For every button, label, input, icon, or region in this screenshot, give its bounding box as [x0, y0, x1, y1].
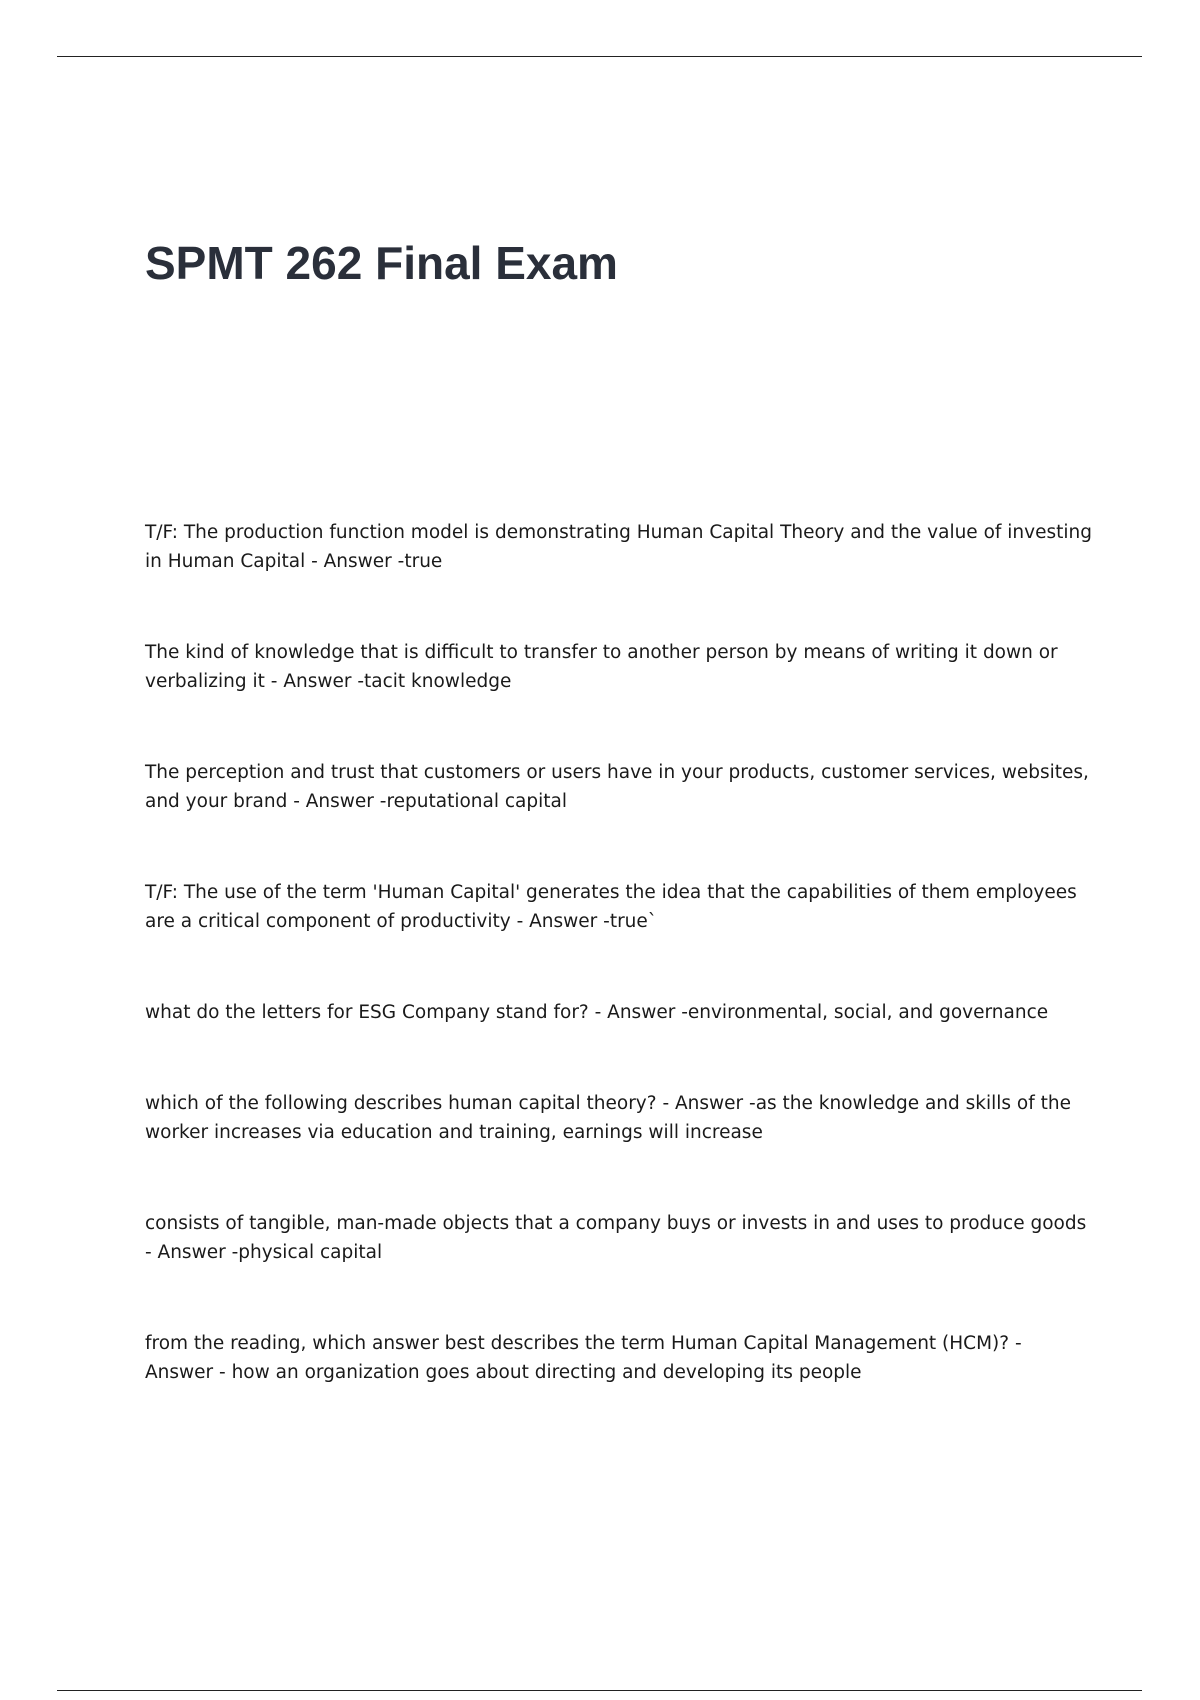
qa-item-3: The perception and trust that customers or users have in your products, customer services, websites, and your brand - Answer -reputational capital: [145, 762, 1089, 812]
qa-item-6: which of the following describes human capital theory? - Answer -as the knowledge and skills of the worker increases via education and training, earnings will increase: [145, 1093, 1072, 1143]
header-rule: [57, 56, 1142, 57]
qa-item-8: from the reading, which answer best describes the term Human Capital Management (HCM)? - Answer - how an organization goes about directing and developing its people: [145, 1333, 1022, 1383]
footer-rule: [57, 1690, 1142, 1691]
qa-item-5: what do the letters for ESG Company stand for? - Answer -environmental, social, and governance: [145, 1002, 1049, 1023]
qa-item-7: consists of tangible, man-made objects that a company buys or invests in and uses to produce goods - Answer -physical capital: [145, 1213, 1087, 1263]
qa-item-4: T/F: The use of the term 'Human Capital' generates the idea that the capabilities of them employees are a critical component of productivity - Answer -true`: [145, 882, 1077, 932]
qa-item-2: The kind of knowledge that is difficult to transfer to another person by means of writing it down or verbalizing it - Answer -tacit knowledge: [145, 642, 1058, 692]
qa-item-1: T/F: The production function model is demonstrating Human Capital Theory and the value of investing in Human Capital - Answer -true: [145, 522, 1092, 572]
page-title: SPMT 262 Final Exam: [145, 237, 618, 289]
qa-list: [145, 518, 1095, 1449]
